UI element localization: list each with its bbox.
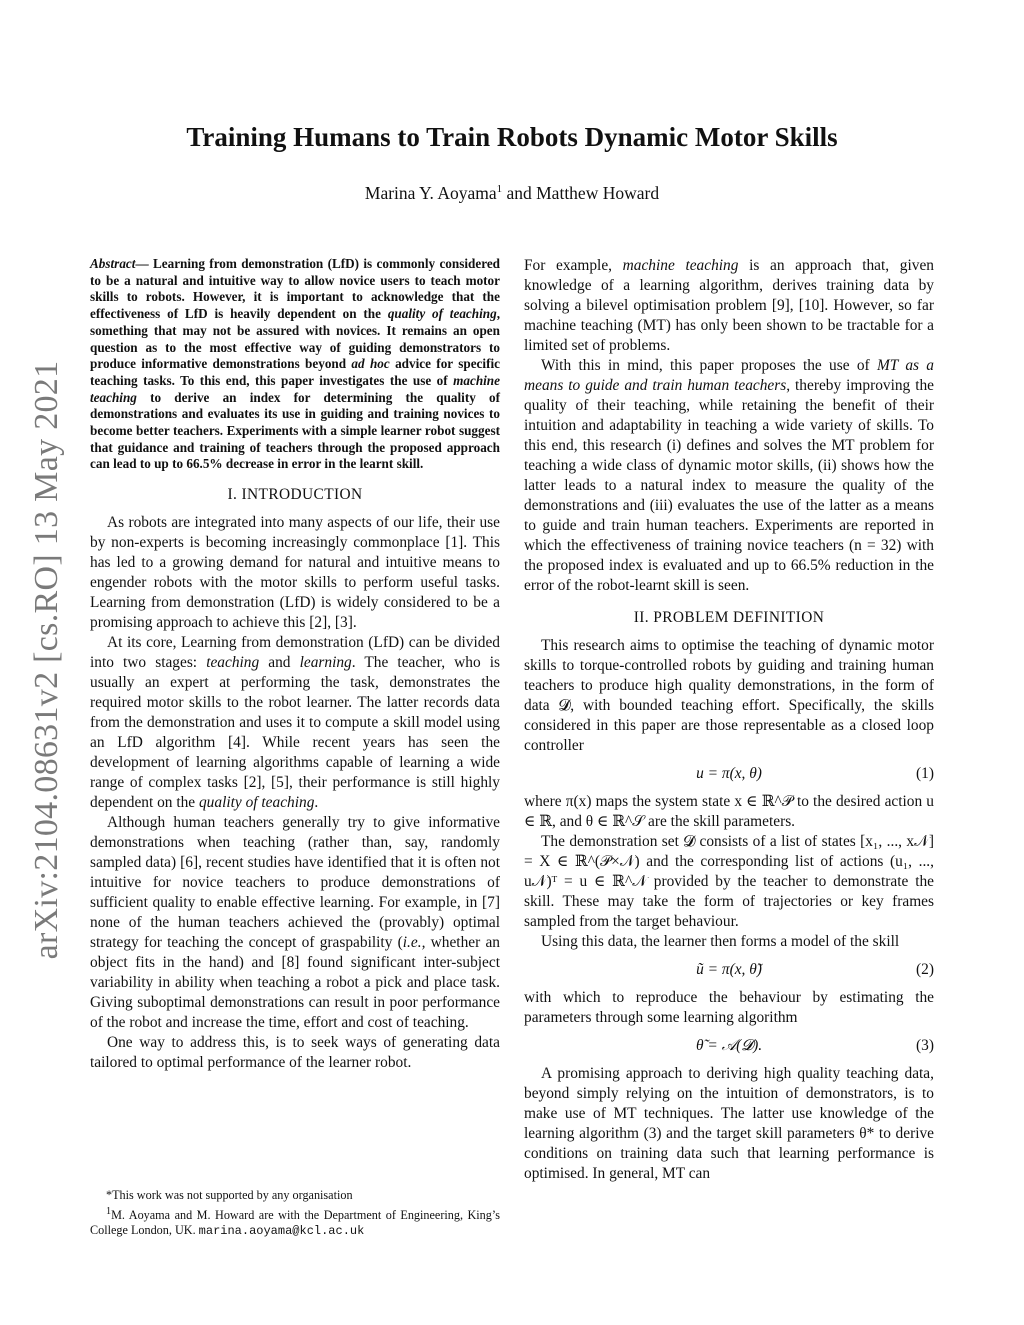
problem-paragraph-5: with which to reproduce the behaviour by estimating the parameters through some learning algorithm: [524, 989, 934, 1026]
equation-1-body: u = π(x, θ): [696, 765, 762, 782]
problem-paragraph-6: A promising approach to deriving high quality teaching data, beyond simply relying on the intuition of demonstrators, is to make use of MT techniques. The latter use knowledge of the learning algorithm (3) and the target skill parameters θ* to derive conditions on training data such that learning performance is optimised. In general, MT can: [524, 1065, 934, 1182]
author-1-affil: 1: [496, 183, 503, 196]
right-paragraph-1: For example, machine teaching is an approach that, given knowledge of a learning algorithm, derives training data by solving a bilevel optimisation problem [9], [10]. However, so far machine teaching (MT) has only been shown to be tractable for a limited set of problems.: [524, 257, 934, 354]
left-column: [90, 256, 500, 1073]
arxiv-id: arXiv:2104.08631v2 [cs.RO] 13 May 2021: [28, 360, 65, 960]
problem-paragraph-4: Using this data, the learner then forms a model of the skill: [541, 933, 900, 950]
problem-paragraph-2: where π(x) maps the system state x ∈ ℝ^𝒫 to the desired action u ∈ ℝ, and θ ∈ ℝ^𝒮 are the skill parameters.: [524, 793, 934, 830]
equation-3: [524, 1036, 934, 1056]
right-paragraph-2: With this in mind, this paper proposes the use of MT as a means to guide and train human teachers, thereby improving the quality of their teaching, while retaining the benefit of their intuition and adaptability in teaching a wide variety of skills. To this end, this research (i) defines and solves the MT problem for teaching a wide class of dynamic motor skills, (ii) shows how the latter leads to a natural index to measure the quality of the demonstrations and (iii) evaluates the use of the latter as a means to guide and train human teachers. Experiments are reported in which the effectiveness of training novice teachers (n = 32) with the proposed index is evaluated and up to 66.5% reduction in the error of the robot-learnt skill is seen.: [524, 357, 934, 594]
author-2: and Matthew Howard: [502, 183, 660, 203]
equation-2-body: ũ = π(x, θ̃): [696, 961, 762, 978]
abstract: [90, 256, 500, 473]
equation-2-number: (2): [916, 961, 934, 978]
problem-paragraph-3: The demonstration set 𝓓 consists of a list of states [x₁, ..., x𝒩] = X ∈ ℝ^(𝒫×𝒩) and the corresponding list of actions (u₁, ..., u𝒩)ᵀ = u ∈ ℝ^𝒩 provided by the teacher to demonstrate the skill. These may take the form of trajectories or key frames sampled from the target behaviour.: [524, 833, 934, 930]
abstract-text-2: , something that may not be assured with novices. It remains an open question as to the most effective way of guiding demonstrators to produce informative demonstrations beyond: [90, 306, 500, 372]
abstract-text-4: to derive an index for determining the quality of demonstrations and evaluates its use in guiding and training novices to become better teachers. Experiments with a simple learner robot suggest that guidance and training of teachers through the proposed approach can lead to up to 66.5% decrease in error in the learnt skill.: [90, 389, 500, 472]
equation-3-body: θ̃ = 𝒜(𝓓).: [695, 1037, 763, 1054]
problem-paragraph-1: This research aims to optimise the teaching of dynamic motor skills to torque-controlled robots by guiding and training human teachers to produce high quality demonstrations, in the form of data 𝓓, with bounded teaching effort. Specifically, the skills considered in this paper are those representable as a closed loop controller: [524, 637, 934, 754]
abstract-text-1: Learning from demonstration (LfD) is commonly considered to be a natural and intuitive way to allow novice users to teach motor skills to robots. However, it is important to acknowledge that the effectiveness of LfD is heavily dependent on the: [90, 256, 501, 322]
equation-1-number: (1): [916, 765, 934, 782]
equation-3-number: (3): [916, 1037, 934, 1054]
footnote-funding: *This work was not supported by any organisation: [106, 1188, 353, 1202]
author-email-link[interactable]: marina.aoyama@kcl.ac.uk: [198, 1224, 365, 1239]
authors: [0, 183, 1024, 204]
equation-2: [524, 960, 934, 980]
footnote-affiliation: $^1$M. Aoyama and M. Howard are with the Department of Engineering, King’s College London, UK. marina.aoyama@kcl.ac.uk: [90, 1205, 500, 1239]
equation-1: [524, 764, 934, 784]
abstract-text-3: advice for specific teaching tasks. To this end, this paper investigates the use of: [90, 356, 500, 388]
arxiv-sidebar-stamp: [12, 340, 82, 980]
abstract-emph-2: ad hoc: [351, 356, 390, 372]
paper-title: Training Humans to Train Robots Dynamic Motor Skills: [186, 122, 838, 152]
intro-paragraph-4: One way to address this, is to seek ways of generating data tailored to optimal performance of the learner robot.: [90, 1034, 500, 1072]
right-column: [524, 256, 934, 1184]
abstract-label: Abstract: [90, 256, 136, 271]
footnotes: [90, 1188, 500, 1240]
abstract-emph-1: quality of teaching: [387, 306, 497, 322]
author-1: Marina Y. Aoyama: [364, 183, 497, 203]
section-heading-introduction: I. INTRODUCTION: [227, 486, 363, 504]
intro-paragraph-2: At its core, Learning from demonstration (LfD) can be divided into two stages: teaching and learning. The teacher, who is usually an expert at performing the task, demonstrates the required motor skills to the robot learner. The latter records data from the demonstration and uses it to compute a skill model using an LfD algorithm [4]. While recent years has seen the development of learning algorithms capable of learning a wide range of complex tasks [2], [5], their performance is still highly dependent on the quality of teaching.: [90, 634, 501, 812]
abstract-dash: —: [135, 256, 153, 271]
section-heading-problem-definition: II. PROBLEM DEFINITION: [633, 609, 825, 626]
abstract-emph-3: machine teaching: [90, 372, 500, 405]
intro-paragraph-1: As robots are integrated into many aspects of our life, their use by non-experts is becoming increasingly commonplace [1]. This has led to a growing demand for natural and intuitive means to engender robots with the motor skills to perform useful tasks. Learning from demonstration (LfD) is widely considered to be a promising approach to achieve this [2], [3].: [90, 514, 500, 632]
intro-paragraph-3: Although human teachers generally try to give informative demonstrations when teaching (rather than, say, randomly sampled data) [6], recent studies have identified that it is often not intuitive for novice teachers to produce demonstrations of sufficient quality to enable effective learning. For example, in [7] none of the human teachers achieved the (provably) optimal strategy for teaching the concept of graspability (i.e., whether an object fits in the hand) and [8] found significant inter-subject variability in ability when teaching a robot a pick and place task. Giving suboptimal demonstrations can result in poor performance of the robot and increase the time, effort and cost of teaching.: [90, 814, 501, 1032]
